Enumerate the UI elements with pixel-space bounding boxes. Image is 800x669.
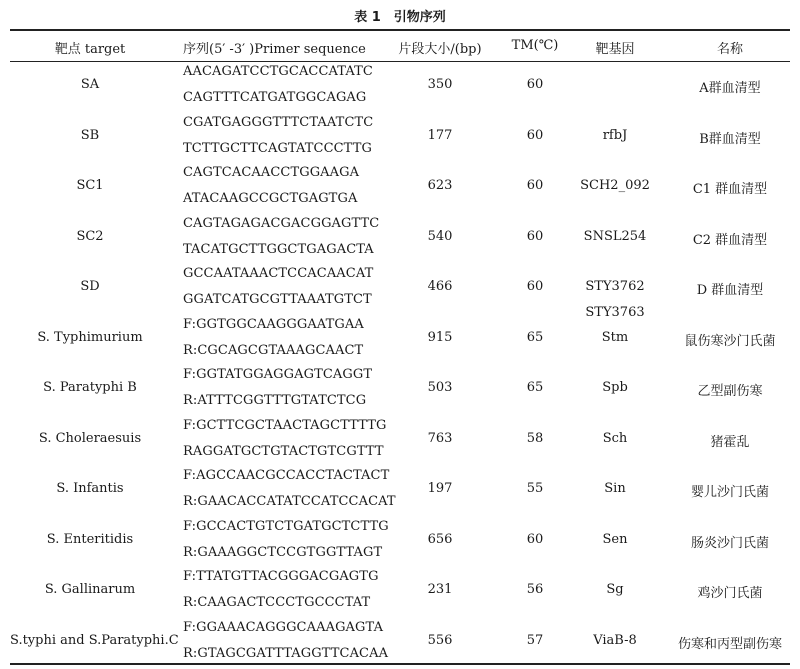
row-gene: SNSL254: [583, 228, 647, 244]
row-target: SC1: [76, 178, 104, 193]
row-tm: 57: [526, 632, 544, 648]
row-sequence-reverse: R:GTAGCGATTTAGGTTCACAA: [183, 645, 389, 661]
row-target: S.typhi and S.Paratyphi.C: [10, 632, 179, 648]
row-sequence-reverse: R:CGCAGCGTAAAGCAACT: [183, 342, 364, 358]
row-gene: rfbJ: [602, 127, 628, 143]
row-sequence-reverse: R:GAACACCATATCCATCCACAT: [183, 494, 396, 509]
row-sequence-reverse: ATACAAGCCGCTGAGTGA: [183, 191, 358, 206]
row-tm: 60: [526, 279, 544, 294]
row-size: 503: [427, 380, 453, 395]
row-name: 乙型副伤寒: [697, 384, 763, 399]
row-sequence-forward: F:GGTATGGAGGAGTCAGGT: [183, 367, 373, 382]
row-name: 鼠伤寒沙门氏菌: [684, 333, 776, 349]
row-tm: 60: [526, 178, 544, 193]
row-target: SB: [80, 127, 100, 143]
row-tm: 60: [526, 77, 544, 92]
row-name: A群血清型: [699, 81, 761, 96]
table-bottom-rule: [10, 663, 790, 665]
header-gene: 靶基因: [595, 42, 635, 57]
row-name: 婴儿沙门氏菌: [690, 485, 769, 500]
row-size: 915: [427, 329, 453, 345]
row-size: 556: [427, 632, 453, 648]
table-row: [0, 113, 800, 163]
table-row: [0, 315, 800, 365]
table-row: [0, 365, 800, 415]
table-row: [0, 416, 800, 466]
header-size: 片段大小/(bp): [398, 42, 482, 57]
row-size: 623: [427, 178, 453, 193]
row-sequence-forward: GCCAATAAACTCCACAACAT: [183, 266, 374, 281]
row-target: S. Paratyphi B: [43, 380, 137, 395]
row-gene: STY3762: [585, 279, 645, 294]
row-target: S. Infantis: [56, 481, 124, 496]
row-sequence-reverse: RAGGATGCTGTACTGTCGTTT: [183, 443, 384, 459]
header-sequence: 序列(5′ -3′ )Primer sequence: [183, 42, 366, 57]
row-size: 231: [427, 582, 453, 597]
row-name: D 群血清型: [696, 283, 764, 298]
row-name: 猪霍乱: [710, 434, 750, 450]
row-tm: 65: [526, 329, 544, 345]
row-name: 肠炎沙门氏菌: [690, 535, 769, 551]
row-target: SA: [80, 77, 100, 92]
header-name: 名称: [716, 42, 743, 57]
table-row: [0, 214, 800, 264]
row-gene: Spb: [602, 380, 628, 395]
header-target: 靶点 target: [54, 42, 126, 57]
row-sequence-forward: F:AGCCAACGCCACCTACTACT: [183, 468, 390, 483]
row-target: S. Gallinarum: [44, 582, 136, 597]
row-size: 656: [427, 531, 453, 547]
row-name: 伤寒和丙型副伤寒: [677, 636, 782, 652]
row-target: SC2: [76, 228, 104, 244]
row-sequence-forward: AACAGATCCTGCACCATATC: [183, 64, 373, 79]
row-tm: 55: [526, 481, 544, 496]
row-tm: 60: [526, 228, 544, 244]
row-gene: Sch: [602, 430, 628, 446]
table-row: [0, 163, 800, 213]
table-row: [0, 517, 800, 567]
row-size: 466: [427, 279, 453, 294]
row-gene: Sen: [602, 531, 628, 547]
row-tm: 60: [526, 127, 544, 143]
row-sequence-forward: F:GGAAACAGGGCAAAGAGTA: [183, 619, 384, 635]
row-gene: ViaB-8: [593, 632, 637, 648]
row-target: S. Typhimurium: [37, 329, 143, 345]
row-target: S. Choleraesuis: [38, 430, 142, 446]
row-target: S. Enteritidis: [46, 531, 134, 547]
table-row: [0, 618, 800, 668]
row-sequence-forward: CAGTCACAACCTGGAAGA: [183, 165, 360, 180]
row-gene-secondary: STY3763: [585, 305, 645, 320]
row-sequence-reverse: CAGTTTCATGATGGCAGAG: [183, 90, 367, 105]
row-sequence-reverse: R:GAAAGGCTCCGTGGTTAGT: [183, 544, 383, 560]
row-sequence-reverse: TCTTGCTTCAGTATCCCTTG: [183, 140, 372, 156]
table-row: [0, 567, 800, 617]
row-size: 540: [427, 228, 453, 244]
table-row: [0, 466, 800, 516]
row-sequence-forward: F:GGTGGCAAGGGAATGAA: [183, 316, 364, 332]
row-size: 763: [427, 430, 453, 446]
header-tm: TM(℃): [511, 38, 559, 53]
row-size: 197: [427, 481, 453, 496]
row-gene: Sin: [604, 481, 626, 496]
row-sequence-forward: F:TTATGTTACGGGACGAGTG: [183, 569, 379, 584]
row-name: C2 群血清型: [692, 232, 768, 248]
row-tm: 58: [526, 430, 544, 446]
row-sequence-reverse: GGATCATGCGTTAAATGTCT: [183, 292, 372, 307]
table-top-rule: [10, 29, 790, 31]
row-sequence-forward: CGATGAGGGTTTCTAATCTC: [183, 114, 374, 130]
row-name: 鸡沙门氏菌: [697, 586, 763, 601]
row-sequence-forward: F:GCCACTGTCTGATGCTCTTG: [183, 518, 389, 534]
row-tm: 65: [526, 380, 544, 395]
row-sequence-forward: CAGTAGAGACGACGGAGTTC: [183, 215, 380, 231]
row-gene: Stm: [601, 329, 629, 345]
row-sequence-reverse: TACATGCTTGGCTGAGACTA: [183, 241, 374, 257]
row-sequence-reverse: R:CAAGACTCCCTGCCCTAT: [183, 595, 371, 610]
row-sequence-reverse: R:ATTTCGGTTTGTATCTCG: [183, 393, 367, 408]
row-name: B群血清型: [699, 131, 761, 147]
row-tm: 56: [526, 582, 544, 597]
row-size: 350: [427, 77, 453, 92]
table-row: [0, 264, 800, 320]
row-name: C1 群血清型: [692, 182, 768, 197]
row-gene: SCH2_092: [580, 178, 650, 193]
row-tm: 60: [526, 531, 544, 547]
table-row: [0, 62, 800, 112]
row-sequence-forward: F:GCTTCGCTAACTAGCTTTTG: [183, 417, 387, 433]
table-caption: 表 1 引物序列: [354, 10, 446, 25]
row-target: SD: [80, 279, 100, 294]
row-size: 177: [427, 127, 453, 143]
row-gene: Sg: [606, 582, 624, 597]
